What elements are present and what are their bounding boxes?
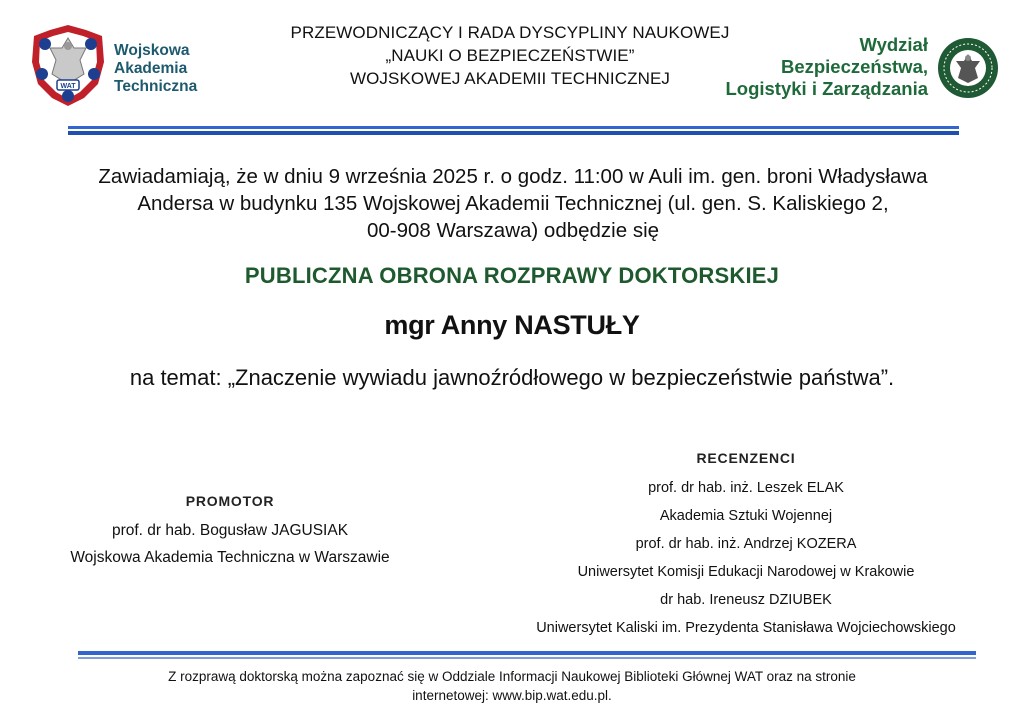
faculty-logo-text bbox=[725, 34, 928, 100]
reviewers-heading: RECENZENCI bbox=[696, 450, 796, 466]
intro-line-1: Zawiadamiają, że w dniu 9 września 2025 r. o godz. 11:00 w Auli im. gen. broni Władysława bbox=[98, 165, 928, 188]
wat-logo-line-2: Akademia bbox=[114, 60, 188, 77]
reviewer-2-name: prof. dr hab. inż. Andrzej KOZERA bbox=[635, 536, 857, 552]
faculty-emblem-icon bbox=[936, 36, 1000, 100]
faculty-logo bbox=[722, 30, 1012, 110]
promotor-name: prof. dr hab. Bogusław JAGUSIAK bbox=[111, 522, 349, 539]
intro-line-3: 00-908 Warszawa) odbędzie się bbox=[366, 219, 660, 242]
promotor-heading: PROMOTOR bbox=[185, 493, 275, 509]
footer-line-2: internetowej: www.bip.wat.edu.pl. bbox=[412, 688, 612, 703]
reviewer-2-affiliation: Uniwersytet Komisji Edukacji Narodowej w Krakowie bbox=[577, 564, 915, 580]
footer-line-1: Z rozprawą doktorską można zapoznać się w Oddziale Informacji Naukowej Biblioteki Głównej WAT oraz na stronie bbox=[168, 669, 856, 684]
header-title bbox=[210, 21, 810, 90]
candidate-name: mgr Anny NASTUŁY bbox=[384, 310, 640, 340]
promotor-section bbox=[30, 493, 430, 571]
reviewer-3-name: dr hab. Ireneusz DZIUBEK bbox=[660, 592, 832, 608]
reviewer-1-name: prof. dr hab. inż. Leszek ELAK bbox=[648, 480, 844, 496]
header-title-line-1: PRZEWODNICZĄCY I RADA DYSCYPLINY NAUKOWEJ bbox=[290, 23, 730, 42]
wat-emblem-text: WAT bbox=[60, 83, 76, 90]
faculty-logo-line-1: Wydział bbox=[859, 34, 928, 55]
announcement-intro bbox=[30, 163, 996, 244]
header-divider-thin bbox=[68, 126, 959, 129]
wat-logo-line-1: Wojskowa bbox=[114, 42, 190, 59]
wat-logo-text bbox=[114, 42, 197, 96]
header-title-line-3: WOJSKOWEJ AKADEMII TECHNICZNEJ bbox=[349, 69, 671, 88]
intro-line-2: Andersa w budynku 135 Wojskowej Akademii Technicznej (ul. gen. S. Kaliskiego 2, bbox=[137, 192, 889, 215]
footer-divider-thin bbox=[78, 657, 976, 659]
reviewers-section bbox=[486, 450, 1006, 642]
defense-title: PUBLICZNA OBRONA ROZPRAWY DOKTORSKIEJ bbox=[244, 263, 780, 288]
header-title-line-2: „NAUKI O BEZPIECZEŃSTWIE” bbox=[385, 46, 635, 65]
dissertation-topic: na temat: „Znaczenie wywiadu jawnoźródłowego w bezpieczeństwie państwa”. bbox=[129, 365, 895, 390]
wat-logo bbox=[28, 22, 208, 108]
header-divider-thick bbox=[68, 131, 959, 135]
faculty-logo-line-3: Logistyki i Zarządzania bbox=[725, 78, 928, 99]
promotor-affiliation: Wojskowa Akademia Techniczna w Warszawie bbox=[70, 549, 390, 566]
wat-logo-line-3: Techniczna bbox=[114, 78, 198, 95]
reviewer-3-affiliation: Uniwersytet Kaliski im. Prezydenta Stanisława Wojciechowskiego bbox=[536, 620, 956, 636]
footer-note bbox=[60, 667, 964, 705]
wat-emblem-icon bbox=[28, 22, 108, 108]
reviewer-1-affiliation: Akademia Sztuki Wojennej bbox=[659, 508, 833, 524]
footer-divider-thick bbox=[78, 651, 976, 655]
faculty-logo-line-2: Bezpieczeństwa, bbox=[780, 56, 928, 77]
